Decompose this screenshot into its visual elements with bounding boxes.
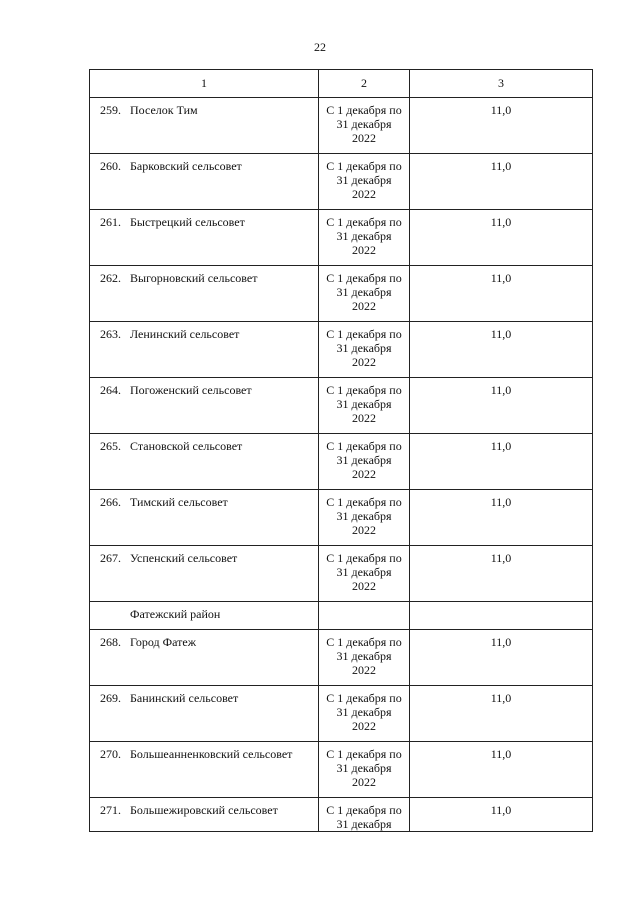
column-header-1: 1 <box>90 70 319 98</box>
period-line: С 1 декабря по <box>326 383 402 397</box>
period-line: С 1 декабря по <box>326 551 402 565</box>
table-row <box>90 378 593 434</box>
period-text <box>319 210 409 257</box>
settlement-name: Погоженский сельсовет <box>130 383 252 397</box>
table-row <box>90 490 593 546</box>
period-text <box>319 686 409 733</box>
rate-value: 11,0 <box>490 439 512 453</box>
period-line: 31 декабря <box>336 565 392 579</box>
period-line: С 1 декабря по <box>326 747 402 761</box>
period-line: С 1 декабря по <box>326 439 402 453</box>
row-number: 264. <box>100 383 121 397</box>
settlement-entry <box>90 154 318 173</box>
period-cell <box>319 686 410 742</box>
period-line: С 1 декабря по <box>326 159 402 173</box>
period-text <box>319 266 409 313</box>
rate-value: 11,0 <box>490 635 512 649</box>
period-line: 31 декабря <box>336 173 392 187</box>
settlement-cell <box>90 434 319 490</box>
table-row <box>90 630 593 686</box>
period-text <box>319 434 409 481</box>
settlement-cell <box>90 686 319 742</box>
period-cell <box>319 210 410 266</box>
settlement-cell <box>90 210 319 266</box>
period-text <box>319 322 409 369</box>
row-number: 268. <box>100 635 121 649</box>
period-cell <box>319 378 410 434</box>
rate-cell <box>410 686 593 742</box>
period-line: С 1 декабря по <box>326 327 402 341</box>
settlement-cell <box>90 742 319 798</box>
period-line: 31 декабря <box>336 117 392 131</box>
period-line: 2022 <box>352 775 376 789</box>
period-line: 2022 <box>352 663 376 677</box>
rate-cell <box>410 378 593 434</box>
empty-rate-cell <box>410 602 593 630</box>
period-line: 31 декабря <box>336 397 392 411</box>
table-row <box>90 798 593 832</box>
settlement-entry <box>90 686 318 705</box>
period-text <box>319 98 409 145</box>
settlement-entry <box>90 798 318 817</box>
row-number: 259. <box>100 103 121 117</box>
row-number: 265. <box>100 439 121 453</box>
row-number: 271. <box>100 803 121 817</box>
table-row <box>90 154 593 210</box>
rate-value: 11,0 <box>490 215 512 229</box>
rate-cell <box>410 210 593 266</box>
settlement-name: Большежировский сельсовет <box>130 803 278 817</box>
settlement-name: Становской сельсовет <box>130 439 243 453</box>
settlement-cell <box>90 154 319 210</box>
period-line: 2022 <box>352 579 376 593</box>
rate-cell <box>410 490 593 546</box>
table-header-row <box>90 70 593 98</box>
period-cell <box>319 322 410 378</box>
settlement-entry <box>90 630 318 649</box>
rate-value: 11,0 <box>490 159 512 173</box>
period-line: 2022 <box>352 299 376 313</box>
period-cell <box>319 798 410 832</box>
rate-value: 11,0 <box>490 747 512 761</box>
region-name-cell <box>90 602 319 630</box>
rate-value: 11,0 <box>490 271 512 285</box>
rate-cell <box>410 154 593 210</box>
table-row <box>90 742 593 798</box>
period-text <box>319 378 409 425</box>
period-line: 31 декабря <box>336 761 392 775</box>
period-line: 31 декабря <box>336 285 392 299</box>
rate-value: 11,0 <box>490 551 512 565</box>
row-number: 263. <box>100 327 121 341</box>
rate-value: 11,0 <box>490 803 512 817</box>
period-text <box>319 154 409 201</box>
table-row <box>90 434 593 490</box>
settlement-entry <box>90 266 318 285</box>
settlement-entry <box>90 322 318 341</box>
period-line: 31 декабря <box>336 705 392 719</box>
period-line: 2022 <box>352 131 376 145</box>
rate-cell <box>410 266 593 322</box>
settlement-name: Успенский сельсовет <box>130 551 238 565</box>
period-text <box>319 546 409 593</box>
period-line: С 1 декабря по <box>326 215 402 229</box>
table-row <box>90 98 593 154</box>
period-line: С 1 декабря по <box>326 635 402 649</box>
period-line: 31 декабря <box>336 341 392 355</box>
table-row <box>90 210 593 266</box>
period-line: 2022 <box>352 243 376 257</box>
period-line: С 1 декабря по <box>326 103 402 117</box>
period-line: 2022 <box>352 467 376 481</box>
period-line: С 1 декабря по <box>326 495 402 509</box>
rates-table <box>89 69 593 832</box>
period-cell <box>319 490 410 546</box>
table-body <box>90 70 593 832</box>
settlement-cell <box>90 266 319 322</box>
table-row <box>90 686 593 742</box>
settlement-name: Банинский сельсовет <box>130 691 239 705</box>
settlement-entry <box>90 210 318 229</box>
settlement-entry <box>90 546 318 565</box>
empty-period-cell <box>319 602 410 630</box>
period-cell <box>319 742 410 798</box>
period-line: С 1 декабря по <box>326 691 402 705</box>
settlement-cell <box>90 98 319 154</box>
period-text <box>319 742 409 789</box>
period-cell <box>319 154 410 210</box>
period-cell <box>319 434 410 490</box>
settlement-cell <box>90 630 319 686</box>
rate-value: 11,0 <box>490 103 512 117</box>
row-number: 270. <box>100 747 121 761</box>
row-number: 269. <box>100 691 121 705</box>
settlement-name: Быстрецкий сельсовет <box>130 215 245 229</box>
period-line: 2022 <box>352 411 376 425</box>
settlement-name: Ленинский сельсовет <box>130 327 240 341</box>
row-number: 262. <box>100 271 121 285</box>
period-cell <box>319 266 410 322</box>
settlement-name: Поселок Тим <box>130 103 198 117</box>
settlement-cell <box>90 798 319 832</box>
rate-cell <box>410 434 593 490</box>
settlement-entry <box>90 490 318 509</box>
settlement-name: Выгорновский сельсовет <box>130 271 258 285</box>
period-line: 31 декабря <box>336 229 392 243</box>
row-number: 267. <box>100 551 121 565</box>
period-line: 31 декабря <box>336 509 392 523</box>
period-line: 2022 <box>352 355 376 369</box>
column-header-3: 3 <box>410 70 593 98</box>
region-row <box>90 602 593 630</box>
row-number: 266. <box>100 495 121 509</box>
settlement-cell <box>90 490 319 546</box>
rate-cell <box>410 798 593 832</box>
settlement-name: Город Фатеж <box>130 635 196 649</box>
rate-cell <box>410 546 593 602</box>
rate-value: 11,0 <box>490 383 512 397</box>
period-cell <box>319 546 410 602</box>
region-name: Фатежский район <box>130 607 221 621</box>
column-header-2: 2 <box>319 70 410 98</box>
settlement-cell <box>90 322 319 378</box>
settlement-name: Барковский сельсовет <box>130 159 242 173</box>
period-line: 31 декабря <box>336 453 392 467</box>
rate-value: 11,0 <box>490 495 512 509</box>
settlement-name: Тимский сельсовет <box>130 495 228 509</box>
period-cell <box>319 630 410 686</box>
period-text <box>319 798 409 831</box>
rate-value: 11,0 <box>490 691 512 705</box>
settlement-name: Большеанненковский сельсовет <box>130 747 293 761</box>
rate-cell <box>410 322 593 378</box>
row-number: 260. <box>100 159 121 173</box>
settlement-entry <box>90 378 318 397</box>
rate-cell <box>410 742 593 798</box>
period-text <box>319 630 409 677</box>
period-text <box>319 490 409 537</box>
period-line: 31 декабря <box>336 817 392 831</box>
table-row <box>90 266 593 322</box>
settlement-entry <box>90 98 318 117</box>
period-line: 2022 <box>352 523 376 537</box>
settlement-cell <box>90 378 319 434</box>
row-number: 261. <box>100 215 121 229</box>
table-row <box>90 546 593 602</box>
rate-value: 11,0 <box>490 327 512 341</box>
page-number: 22 <box>314 40 326 54</box>
rate-cell <box>410 630 593 686</box>
period-line: С 1 декабря по <box>326 803 402 817</box>
rate-cell <box>410 98 593 154</box>
period-line: 2022 <box>352 187 376 201</box>
period-line: С 1 декабря по <box>326 271 402 285</box>
period-line: 2022 <box>352 719 376 733</box>
settlement-entry <box>90 434 318 453</box>
settlement-entry <box>90 742 318 761</box>
settlement-cell <box>90 546 319 602</box>
table-row <box>90 322 593 378</box>
period-line: 31 декабря <box>336 649 392 663</box>
period-cell <box>319 98 410 154</box>
